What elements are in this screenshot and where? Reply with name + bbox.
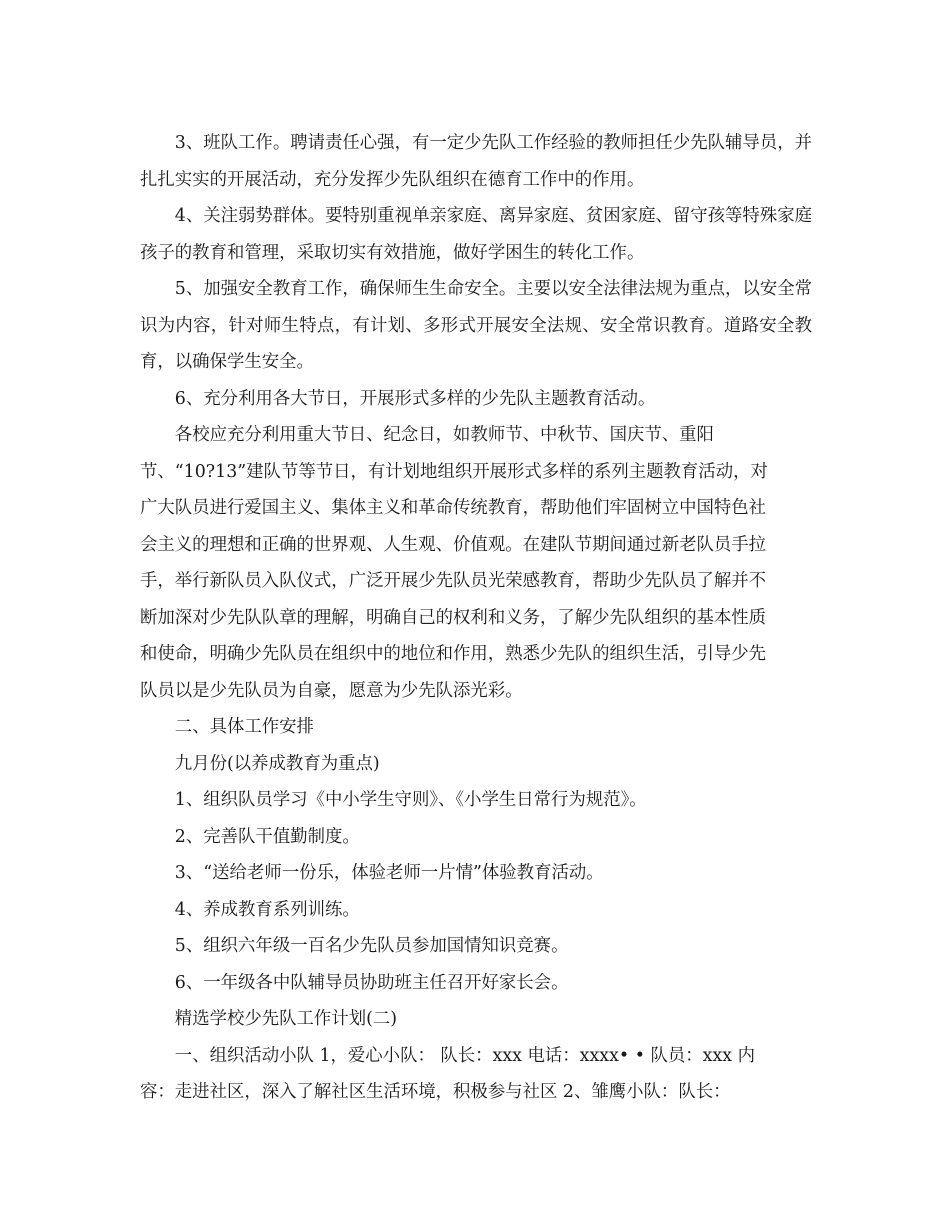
festival-line-7: 和使命，明确少先队员在组织中的地位和作用，熟悉少先队的组织生活，引导少先 <box>140 644 767 664</box>
plan-two-title: 精选学校少先队工作计划(二) <box>174 1009 398 1029</box>
team-line-2: 容：走进社区，深入了解社区生活环境，积极参与社区 2、雏鹰小队：队长： <box>140 1082 731 1102</box>
september-item: 4、养成教育系列训练。 <box>174 899 360 920</box>
september-item: 3、“送给老师一份乐，体验老师一片情”体验教育活动。 <box>174 863 604 883</box>
september-item: 5、组织六年级一百名少先队员参加国情知识竞赛。 <box>174 936 569 956</box>
festival-line-6: 断加深对少先队队章的理解，明确自己的权利和义务，了解少先队组织的基本性质 <box>140 607 767 628</box>
paragraph-safety-education: 5、加强安全教育工作，确保师生生命安全。主要以安全法律法规为重点，以安全常识为内容，针对师生特点，有计划、多形式开展安全法规、安全常识教育。道路安全教育，以确保学生安全。 <box>140 279 812 372</box>
festival-line-2: 节、“10?13”建队节等节日，有计划地组织开展形式多样的系列主题教育活动，对 <box>140 461 768 482</box>
september-item: 2、完善队干值勤制度。 <box>174 826 360 847</box>
paragraph-festivals: 6、充分利用各大节日，开展形式多样的少先队主题教育活动。 <box>174 388 656 409</box>
team-line-1: 一、组织活动小队 1，爱心小队： 队长：xxx 电话：xxxx• • 队员：xxx 内 <box>174 1045 755 1066</box>
festival-line-5: 手，举行新队员入队仪式，广泛开展少先队员光荣感教育，帮助少先队员了解并不 <box>140 571 767 591</box>
document-body <box>140 125 812 1111</box>
september-item: 1、组织队员学习《中小学生守则》、《小学生日常行为规范》。 <box>174 790 647 810</box>
section-heading: 二、具体工作安排 <box>174 717 314 737</box>
festival-line-1: 各校应充分利用重大节日、纪念日，如教师节、中秋节、国庆节、重阳 <box>174 425 714 445</box>
paragraph-class-team-work: 3、班队工作。聘请责任心强，有一定少先队工作经验的教师担任少先队辅导员，并扎扎实实的开展活动，充分发挥少先队组织在德育工作中的作用。 <box>140 133 812 190</box>
festival-line-3: 广大队员进行爱国主义、集体主义和革命传统教育，帮助他们牢固树立中国特色社 <box>140 498 767 518</box>
september-item: 6、一年级各中队辅导员协助班主任召开好家长会。 <box>174 972 569 993</box>
festival-line-8: 队员以是少先队员为自豪，愿意为少先队添光彩。 <box>140 680 523 701</box>
september-heading: 九月份(以养成教育为重点) <box>174 753 380 774</box>
paragraph-vulnerable-groups: 4、关注弱势群体。要特别重视单亲家庭、离异家庭、贫困家庭、留守孩等特殊家庭孩子的教育和管理，采取切实有效措施，做好学困生的转化工作。 <box>140 206 812 263</box>
festival-line-4: 会主义的理想和正确的世界观、人生观、价值观。在建队节期间通过新老队员手拉 <box>140 534 767 555</box>
